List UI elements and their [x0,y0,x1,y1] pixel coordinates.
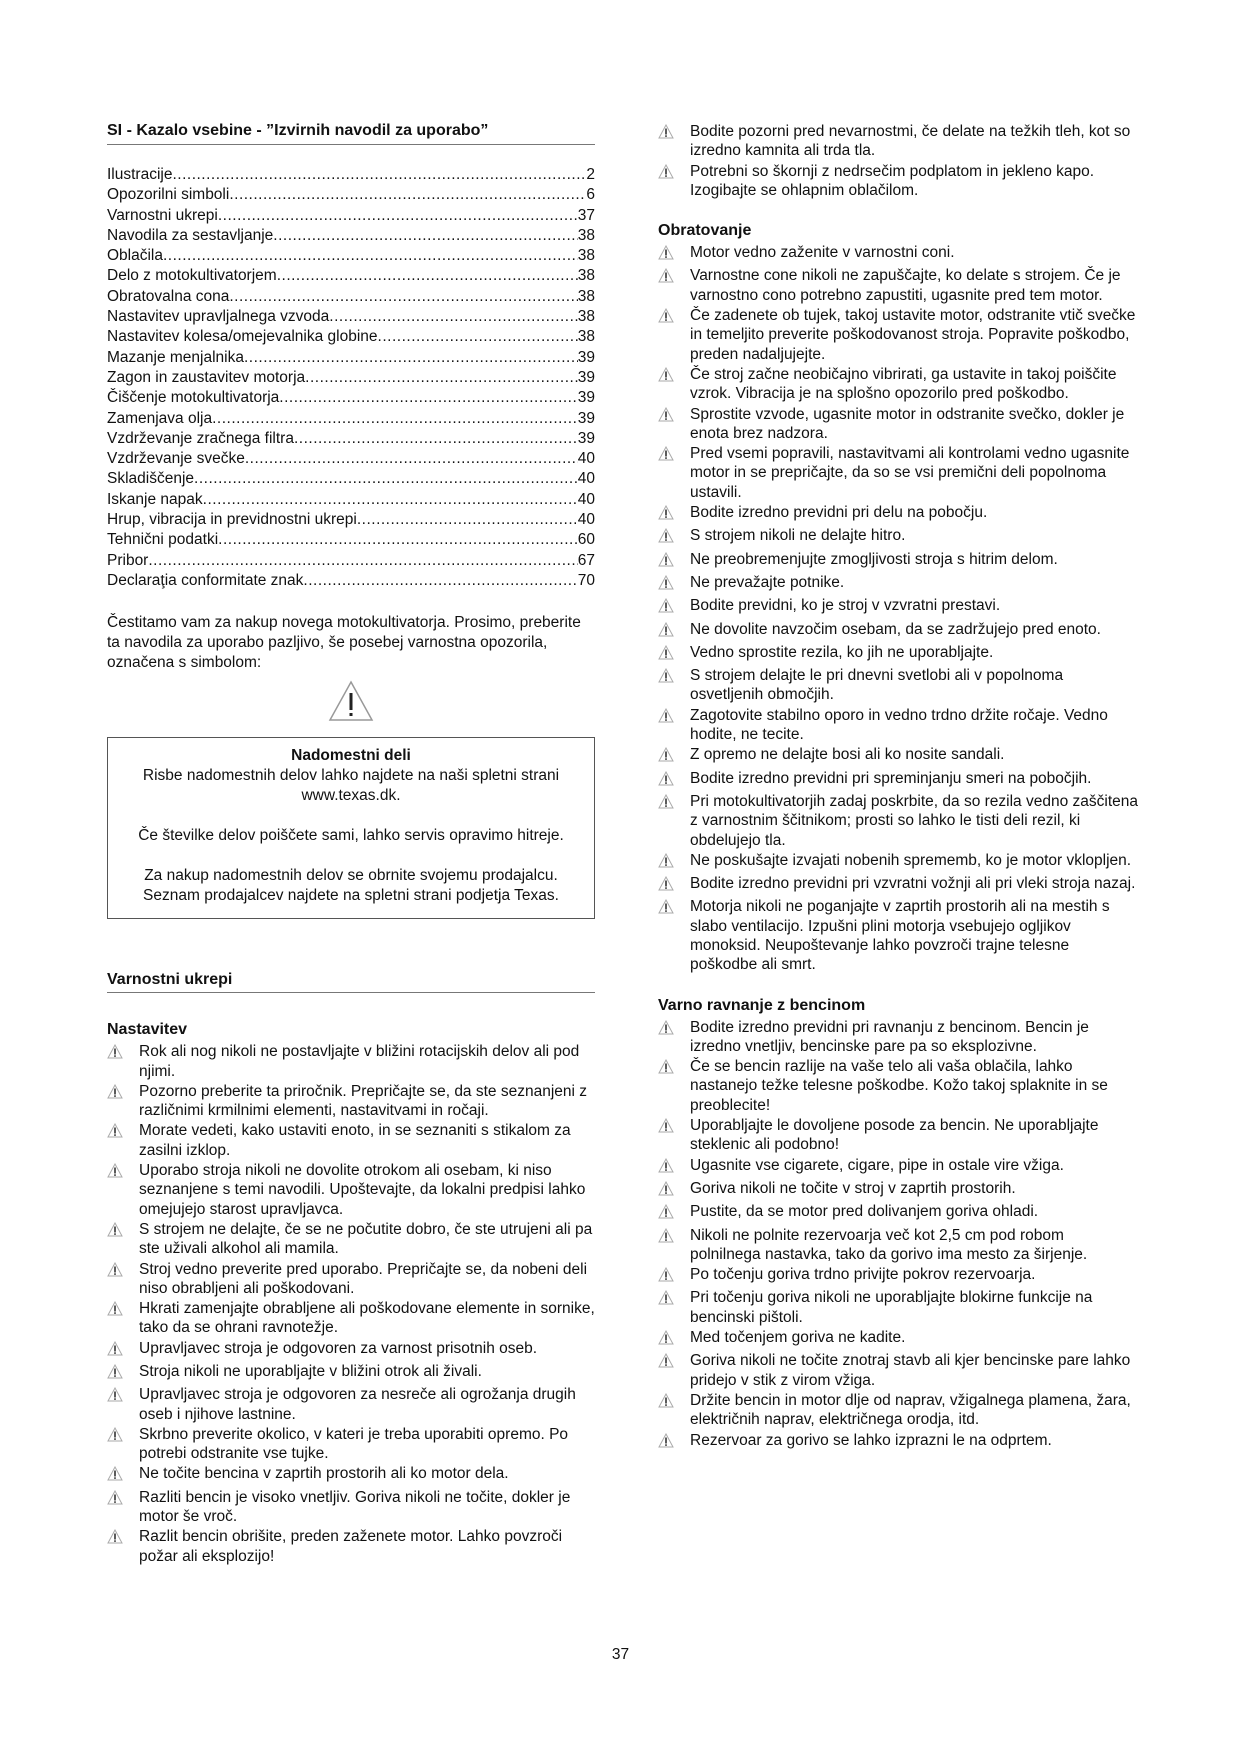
toc-entry-page: 40 [577,511,595,529]
toc-entry [107,368,595,388]
warning-item [658,1288,1138,1327]
warning-triangle-icon [107,1121,139,1160]
intro-text: Čestitamo vam za nakup novega motokultivatorja. Prosimo, preberite ta navodila za uporabo pazljivo, še posebej varnostna opozorila, označena s simbolom: [107,614,581,672]
warning-text: Pred vsemi popravili, nastavitvami ali kontrolami vedno ugasnite motor in se prepričajte, da so se vsi premični deli popolnoma ustavili. [690,445,1130,501]
toc-entry [107,185,595,205]
subsection-title-operation: Obratovanje [658,222,752,240]
toc-leader-dots [245,449,578,469]
toc-entry [107,510,595,530]
warning-triangle-icon [658,1057,690,1115]
warning-item [107,1362,595,1384]
toc-entry [107,409,595,429]
warning-triangle-icon [658,266,690,305]
warning-item [658,1116,1138,1155]
warning-item [658,1265,1138,1287]
warning-triangle-icon [658,1328,690,1350]
warning-text: S strojem ne delajte, če se ne počutite dobro, če ste utrujeni ali pa ste uživali alkohol ali mamila. [139,1220,593,1258]
warning-item [107,1464,595,1486]
warning-text: Goriva nikoli ne točite znotraj stavb ali kjer bencinske pare lahko pridejo v stik z virom vžiga. [690,1352,1131,1389]
warning-item [658,666,1138,705]
warning-text: Zagotovite stabilno oporo in vedno trdno držite ročaje. Vedno hodite, ne tecite. [690,706,1108,744]
warning-triangle-icon [658,243,690,265]
fuel-warning-list [658,1018,1138,1453]
toc-entry-label: Čiščenje motokultivatorja [107,389,280,407]
toc-entry-label: Vzdrževanje zračnega filtra [107,429,294,447]
warning-triangle-icon [658,1116,690,1155]
warning-item [658,897,1138,974]
operation-warning-list [658,243,1138,974]
warning-item [107,1527,595,1566]
toc-entry [107,551,595,571]
toc-leader-dots [244,348,578,368]
warning-text: Nikoli ne polnite rezervoarja več kot 2,5 cm pod robom polnilnega nastavka, tako da gorivo ima mesto za širjenje. [690,1226,1088,1263]
toc-entry [107,388,595,408]
warning-item [658,596,1138,618]
toc-entry-page: 40 [577,470,595,488]
toc-entry-page: 6 [586,186,595,204]
warning-triangle-icon [658,573,690,595]
warning-text: Bodite izredno previdni pri vzvratni vožnji ali pri vleki stroja nazaj. [690,875,1136,893]
toc-entry-page: 2 [586,166,595,183]
toc-leader-dots [279,388,577,408]
warning-triangle-icon [107,1260,139,1299]
toc-leader-dots [357,510,578,530]
warning-text: Rok ali nog nikoli ne postavljajte v bližini rotacijskih delov ali pod njimi. [139,1043,580,1080]
warning-item [658,550,1138,572]
warning-triangle-icon [658,851,690,873]
warning-item [658,573,1138,595]
warning-item [107,1488,595,1527]
warning-text: Goriva nikoli ne točite v stroj v zaprtih prostorih. [690,1179,1016,1197]
warning-text: Skrbno preverite okolico, v kateri je treba uporabiti opremo. Po potrebi odstranite vse tujke. [139,1425,569,1463]
warning-triangle-icon [658,405,690,444]
warning-triangle-icon [107,1082,139,1121]
warning-item [107,1121,595,1160]
warning-text: Ne dovolite navzočim osebam, da se zadržujejo pred enoto. [690,620,1101,638]
toc-leader-dots [294,429,578,449]
toc-entry [107,226,595,246]
toc-entry-page: 38 [577,226,595,244]
section-title-safety: Varnostni ukrepi [107,971,595,993]
warning-triangle-icon [107,1161,139,1219]
toc-entry-label: Ilustracije [107,166,173,183]
warning-triangle-icon [658,745,690,767]
warning-item [658,1202,1138,1224]
warning-triangle-icon [107,1464,139,1486]
page-number: 37 [611,1646,630,1663]
warning-text: Upravljavec stroja je odgovoren za varnost prisotnih oseb. [139,1339,538,1357]
toc-entry-label: Skladiščenje [107,470,195,488]
warning-item [107,1161,595,1219]
warning-text: Morate vedeti, kako ustaviti enoto, in se seznaniti s stikalom za zasilni izklop. [139,1122,571,1159]
toc-entry-page: 38 [577,267,595,285]
toc-leader-dots [212,409,578,429]
spare-parts-text-2: Če številke delov poiščete sami, lahko servis opravimo hitreje. [138,827,564,845]
toc-leader-dots [273,226,577,246]
toc-entry-page: 39 [577,389,595,407]
warning-triangle-icon [658,550,690,572]
warning-item [658,706,1138,745]
warning-triangle-icon [107,1299,139,1338]
warning-text: Vedno sprostite rezila, ko jih ne uporabljajte. [690,643,994,661]
warning-item [658,162,1138,201]
warning-triangle-icon [107,1042,139,1081]
warning-item [658,1431,1138,1453]
warning-item [658,1018,1138,1057]
toc-leader-dots [229,185,586,205]
warning-triangle-icon [658,162,690,201]
warning-triangle-icon [658,706,690,745]
warning-text: Razliti bencin je visoko vnetljiv. Goriva nikoli ne točite, dokler je motor še vroč. [139,1488,571,1526]
warning-triangle-icon [107,1220,139,1259]
warning-item [107,1220,595,1259]
toc-entry-label: Nastavitev kolesa/omejevalnika globine [107,328,378,346]
toc-entry-label: Delo z motokultivatorjem [107,267,277,285]
warning-item [107,1385,595,1424]
toc-entry-label: Navodila za sestavljanje [107,226,274,244]
toc-leader-dots [277,266,578,286]
toc-entry-label: Varnostni ukrepi [107,206,218,224]
warning-item [107,1339,595,1361]
warning-text: Pri točenju goriva nikoli ne uporabljajte blokirne funkcije na bencinski pištoli. [690,1289,1093,1326]
warning-triangle-icon [658,1391,690,1430]
warning-triangle-icon [658,874,690,896]
warning-triangle-icon [658,1179,690,1201]
toc-entry [107,571,595,591]
warning-text: Z opremo ne delajte bosi ali ko nosite sandali. [690,746,1005,764]
toc-entry-page: 39 [577,368,595,386]
toc-entry-label: Obratovalna cona [107,287,230,305]
warning-triangle-icon [658,365,690,404]
toc-leader-dots [148,551,577,571]
warning-item [658,620,1138,642]
warning-item [658,122,1138,161]
toc-entry-label: Tehnični podatki [107,531,219,549]
toc-entry-page: 38 [577,247,595,265]
toc-leader-dots [229,287,577,307]
warning-text: Motorja nikoli ne poganjajte v zaprtih prostorih ali na mestih s slabo ventilacijo. Izpušni plini motorja vsebujejo ogljikov monoksid. Neupoštevanje lahko povzroči trajne telesne poškodbe ali smrt. [690,898,1110,974]
warning-triangle-icon [107,679,595,725]
warning-text: Sprostite vzvode, ugasnite motor in odstranite svečko, dokler je enota brez nadzora. [690,405,1125,442]
warning-text: Če stroj začne neobičajno vibrirati, ga ustavite in takoj poiščite vzrok. Vibracija je na splošno opozorilo pred poškodbo. [690,365,1117,403]
toc-entry-label: Hrup, vibracija in previdnostni ukrepi [107,511,357,529]
warning-text: Bodite previdni, ko je stroj v vzvratni prestavi. [690,597,1001,615]
warning-item [658,365,1138,404]
toc-entry-page: 37 [577,206,595,224]
warning-item [107,1260,595,1299]
toc-entry [107,449,595,469]
warning-triangle-icon [658,503,690,525]
toc-entry-page: 40 [577,450,595,468]
warning-item [658,266,1138,305]
toc-entry-page: 39 [577,409,595,427]
warning-text: Rezervoar za gorivo se lahko izprazni le na odprtem. [690,1431,1052,1449]
warning-triangle-icon [658,666,690,705]
warning-text: Hkrati zamenjajte obrabljene ali poškodovane elemente in sornike, tako da se ohrani ravnotežje. [139,1300,595,1337]
warning-text: Če se bencin razlije na vaše telo ali vaša oblačila, lahko nastanejo težke telesne poškodbe. Kožo takoj splaknite in se preoblecite! [690,1058,1108,1114]
warning-item [658,1328,1138,1350]
warning-triangle-icon [658,1288,690,1327]
right-column [658,122,1138,1454]
warning-item [658,1351,1138,1390]
warning-text: Razlit bencin obrišite, preden zaženete motor. Lahko povzroči požar ali eksplozijo! [139,1528,563,1565]
warning-triangle-icon [107,1362,139,1384]
warning-triangle-icon [658,526,690,548]
general-warning-list [658,122,1138,200]
toc-entry-page: 39 [577,348,595,366]
toc-entry-label: Opozorilni simboli [107,186,230,204]
toc-leader-dots [303,571,577,591]
warning-text: Ugasnite vse cigarete, cigare, pipe in ostale vire vžiga. [690,1156,1064,1174]
toc-entry-label: Nastavitev upravljalnega vzvoda [107,308,330,326]
spare-parts-box [107,737,595,919]
toc-entry-label: Zagon in zaustavitev motorja [107,368,306,386]
warning-item [658,1156,1138,1178]
warning-triangle-icon [658,792,690,850]
toc-entry-page: 38 [577,328,595,346]
warning-item [658,874,1138,896]
warning-text: Uporabljajte le dovoljene posode za bencin. Ne uporabljajte steklenic ali podobno! [690,1117,1099,1154]
toc-leader-dots [194,469,578,489]
warning-text: Bodite izredno previdni pri delu na pobočju. [690,504,988,522]
warning-text: Potrebni so škornji z nedrsečim podplatom in jekleno kapo. Izogibajte se ohlapnim oblačilom. [690,162,1095,199]
warning-triangle-icon [658,643,690,665]
warning-triangle-icon [658,769,690,791]
warning-triangle-icon [658,1226,690,1265]
toc-title: SI - Kazalo vsebine - ”Izvirnih navodil za uporabo” [107,122,595,145]
warning-text: Med točenjem goriva ne kadite. [690,1329,906,1347]
warning-text: Uporabo stroja nikoli ne dovolite otrokom ali osebam, ki niso seznanjene s temi navodili. Upoštevajte, da lokalni predpisi lahko omejujejo starost upravljavca. [139,1162,586,1218]
spare-parts-title: Nadomestni deli [291,747,411,765]
toc-leader-dots [218,206,578,226]
toc-entry-label: Mazanje menjalnika [107,348,244,366]
warning-triangle-icon [107,1425,139,1464]
warning-item [658,526,1138,548]
warning-text: S strojem delajte le pri dnevni svetlobi ali v popolnoma osvetljenih območjih. [690,667,1064,704]
warning-text: Ne prevažajte potnike. [690,573,845,591]
toc-list [107,165,595,591]
toc-entry [107,307,595,327]
warning-triangle-icon [658,444,690,502]
warning-triangle-icon [658,306,690,364]
warning-item [107,1425,595,1464]
warning-item [658,1057,1138,1115]
warning-item [658,405,1138,444]
warning-triangle-icon [107,1385,139,1424]
warning-triangle-icon [658,1202,690,1224]
warning-text: Bodite izredno previdni pri ravnanju z bencinom. Bencin je izredno vnetljiv, bencinske pare pa so eksplozivne. [690,1018,1089,1055]
warning-text: Ne poskušajte izvajati nobenih sprememb, ko je motor vklopljen. [690,851,1132,869]
warning-text: Stroj vedno preverite pred uporabo. Prepričajte se, da nobeni deli niso obrabljeni ali poškodovani. [139,1260,588,1297]
warning-item [658,792,1138,850]
warning-text: Pri motokultivatorjih zadaj poskrbite, da so rezila vedno zaščitena z varnostnim ščitnikom; prosti so lahko le tisti deli rezil, ki obdelujejo tla. [690,792,1139,849]
warning-triangle-icon [658,1351,690,1390]
toc-entry-label: Iskanje napak [107,490,203,508]
toc-entry-page: 38 [577,287,595,305]
warning-item [658,851,1138,873]
toc-entry-page: 40 [577,490,595,508]
warning-text: Po točenju goriva trdno privijte pokrov rezervoarja. [690,1266,1036,1284]
left-column [107,122,595,1567]
warning-triangle-icon [658,1265,690,1287]
subsection-title-setup: Nastavitev [107,1021,188,1039]
warning-triangle-icon [107,1339,139,1361]
toc-leader-dots [329,307,577,327]
toc-entry [107,287,595,307]
toc-entry [107,348,595,368]
warning-text: Varnostne cone nikoli ne zapuščajte, ko delate s strojem. Če je varnostno cono potrebno zapustiti, ugasnite pred tem motor. [690,267,1121,304]
warning-text: Če zadenete ob tujek, takoj ustavite motor, odstranite vtič svečke in temeljito preverite poškodovanost stroja. Popravite poškodbo, preden nadaljujejte. [690,307,1136,363]
warning-triangle-icon [107,1488,139,1527]
warning-triangle-icon [658,1018,690,1057]
warning-triangle-icon [658,897,690,974]
warning-text: Bodite izredno previdni pri spreminjanju smeri na pobočjih. [690,769,1092,787]
warning-triangle-icon [107,1527,139,1566]
warning-text: Držite bencin in motor dlje od naprav, vžigalnega plamena, žara, električnih naprav, električnega orodja, itd. [690,1391,1131,1429]
warning-text: Motor vedno zaženite v varnostni coni. [690,244,955,262]
warning-triangle-icon [658,1431,690,1453]
warning-item [658,306,1138,364]
warning-text: Ne točite bencina v zaprtih prostorih ali ko motor dela. [139,1465,509,1483]
warning-item [658,745,1138,767]
toc-leader-dots [218,530,578,550]
setup-warning-list [107,1042,595,1566]
warning-item [658,503,1138,525]
toc-leader-dots [378,327,578,347]
toc-leader-dots [305,368,578,388]
warning-triangle-icon [658,122,690,161]
toc-entry-label: Zamenjava olja [107,409,213,427]
warning-item [658,1391,1138,1430]
toc-leader-dots [163,246,578,266]
warning-item [107,1042,595,1081]
warning-item [107,1082,595,1121]
warning-item [658,1179,1138,1201]
warning-item [658,643,1138,665]
warning-item [658,769,1138,791]
warning-triangle-icon [658,596,690,618]
toc-entry [107,266,595,286]
subsection-title-fuel: Varno ravnanje z bencinom [658,996,866,1014]
warning-item [658,243,1138,265]
toc-entry-label: Oblačila [107,247,163,265]
warning-triangle-icon [658,620,690,642]
toc-entry [107,206,595,226]
warning-triangle-icon [658,1156,690,1178]
toc-entry [107,530,595,550]
toc-entry [107,490,595,510]
toc-entry-label: Pribor [107,551,149,569]
warning-text: Bodite pozorni pred nevarnostmi, če delate na težkih tleh, kot so izredno kamnita ali trda tla. [690,123,1131,160]
toc-entry-label: Declaraţia conformitate znak [107,571,304,589]
warning-text: Pozorno preberite ta priročnik. Prepričajte se, da ste seznanjeni z različnimi krmilnimi elementi, nastavitvami in ročaji. [139,1082,588,1120]
toc-entry [107,469,595,489]
warning-text: Ne preobremenjujte zmogljivosti stroja s hitrim delom. [690,550,1058,568]
warning-item [658,1226,1138,1265]
toc-leader-dots [172,165,586,185]
warning-text: Pustite, da se motor pred dolivanjem goriva ohladi. [690,1203,1039,1221]
toc-entry-label: Vzdrževanje svečke [107,450,245,468]
warning-text: Upravljavec stroja je odgovoren za nesreče ali ogrožanja drugih oseb i njihove lastnine. [139,1386,576,1423]
spare-parts-text-3: Za nakup nadomestnih delov se obrnite svojemu prodajalcu. Seznam prodajalcev najdete na spletni strani podjetja Texas. [143,867,559,905]
toc-entry-page: 38 [577,308,595,326]
toc-entry-page: 60 [577,531,595,549]
spare-parts-text-1: Risbe nadomestnih delov lahko najdete na naši spletni strani www.texas.dk. [142,767,560,805]
warning-text: Stroja nikoli ne uporabljajte v bližini otrok ali živali. [139,1362,482,1380]
toc-entry [107,429,595,449]
warning-item [107,1299,595,1338]
toc-entry [107,165,595,185]
toc-entry-page: 70 [577,571,595,589]
toc-entry-page: 39 [577,429,595,447]
toc-entry-page: 67 [577,551,595,569]
warning-text: S strojem nikoli ne delajte hitro. [690,527,906,545]
toc-entry [107,246,595,266]
warning-item [658,444,1138,502]
toc-leader-dots [203,490,578,510]
toc-entry [107,327,595,347]
